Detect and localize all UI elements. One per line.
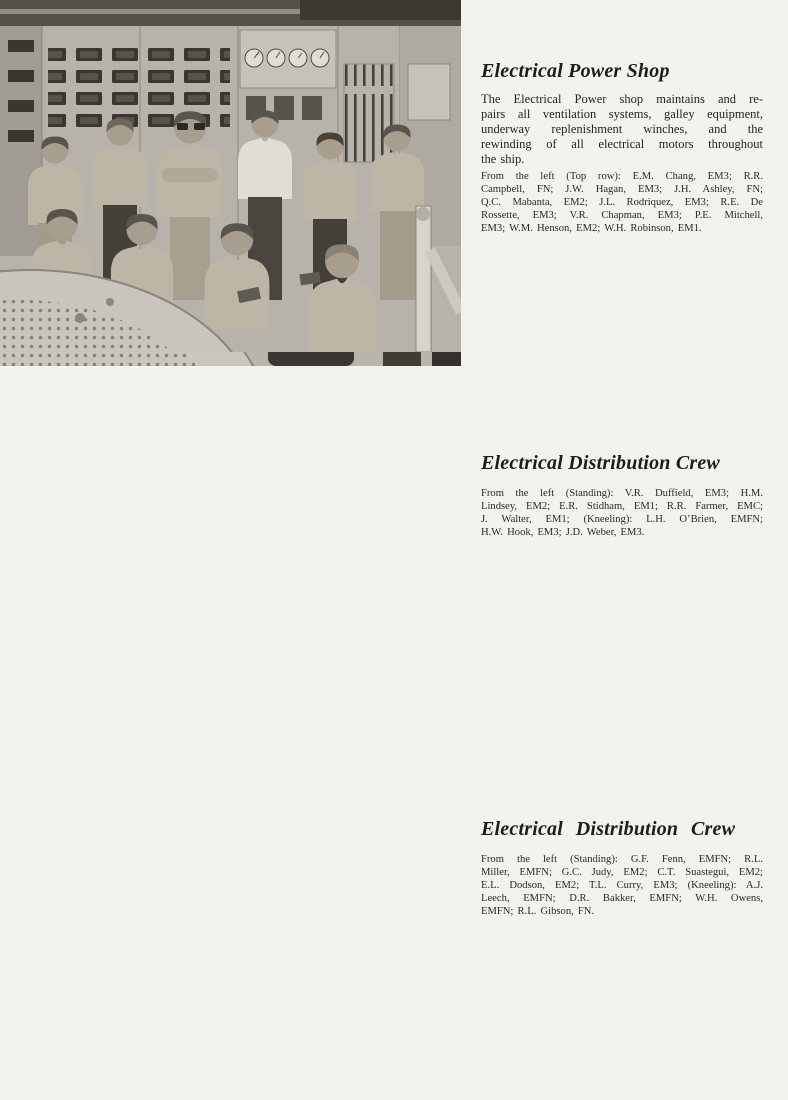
photo-caption xyxy=(481,170,763,235)
text-line: rewinding of all electrical motors throughout xyxy=(481,137,763,151)
text-line: EM3; W.M. Henson, EM2; W.H. Robinson, EM1. xyxy=(481,223,702,234)
text-line: Campbell, FN; J.W. Hagan, EM3; J.H. Ashley, FN; xyxy=(481,184,763,195)
photo-electrical-distribution-crew-2 xyxy=(0,0,461,352)
text-line: Q.C. Mabanta, EM2; J.L. Rodriquez, EM3; R.E. De xyxy=(481,197,763,208)
text-line: The Electrical Power shop maintains and re- xyxy=(481,92,763,106)
text-line: Miller, EMFN; G.C. Judy, EM2; C.T. Suastegui, EM2; xyxy=(481,867,763,878)
photo-caption xyxy=(481,853,763,918)
text-line: Leech, EMFN; D.R. Bakker, EMFN; W.H. Owens, xyxy=(481,893,763,904)
text-line: underway replenishment winches, and the xyxy=(481,122,763,136)
photo-distribution-crew-2-illustration xyxy=(0,0,461,352)
text-line: From the left (Top row): E.M. Chang, EM3; R.R. xyxy=(481,171,763,182)
text-line: EMFN; R.L. Gibson, FN. xyxy=(481,906,595,917)
section-title: Electrical Power Shop xyxy=(481,60,670,82)
section-body-paragraph xyxy=(481,92,763,167)
crossed-arms xyxy=(162,168,218,182)
gauge-panel xyxy=(240,30,336,120)
text-line: H.W. Hook, EM3; J.D. Weber, EM3. xyxy=(481,527,645,538)
text-line: From the left (Standing): V.R. Duffield, EM3; H.M. xyxy=(481,488,763,499)
section-electrical-distribution-crew-1 xyxy=(481,452,763,539)
section-title: Electrical Distribution Crew xyxy=(481,452,720,474)
text-line: E.L. Dodson, EM2; T.L. Curry, EM3; (Kneeling): A.J. xyxy=(481,880,763,891)
text-line: the ship. xyxy=(481,152,525,166)
text-line: Lindsey, EM2; E.R. Stidham, EM1; R.R. Farmer, EMC; xyxy=(481,501,763,512)
text-line: Rossette, EM3; V.R. Chapman, EM3; P.E. Mitchell, xyxy=(481,210,763,221)
vent-grille xyxy=(344,64,394,162)
section-electrical-power-shop xyxy=(481,60,763,235)
text-line: From the left (Standing): G.F. Fenn, EMFN; R.L. xyxy=(481,854,763,865)
section-electrical-distribution-crew-2 xyxy=(481,818,763,918)
text-line: J. Walter, EM1; (Kneeling): L.H. O’Brien, EMFN; xyxy=(481,514,763,525)
photo-caption xyxy=(481,487,763,539)
text-line: pairs all ventilation systems, galley equipment, xyxy=(481,107,763,121)
section-title: Electrical Distribution Crew xyxy=(481,818,736,840)
